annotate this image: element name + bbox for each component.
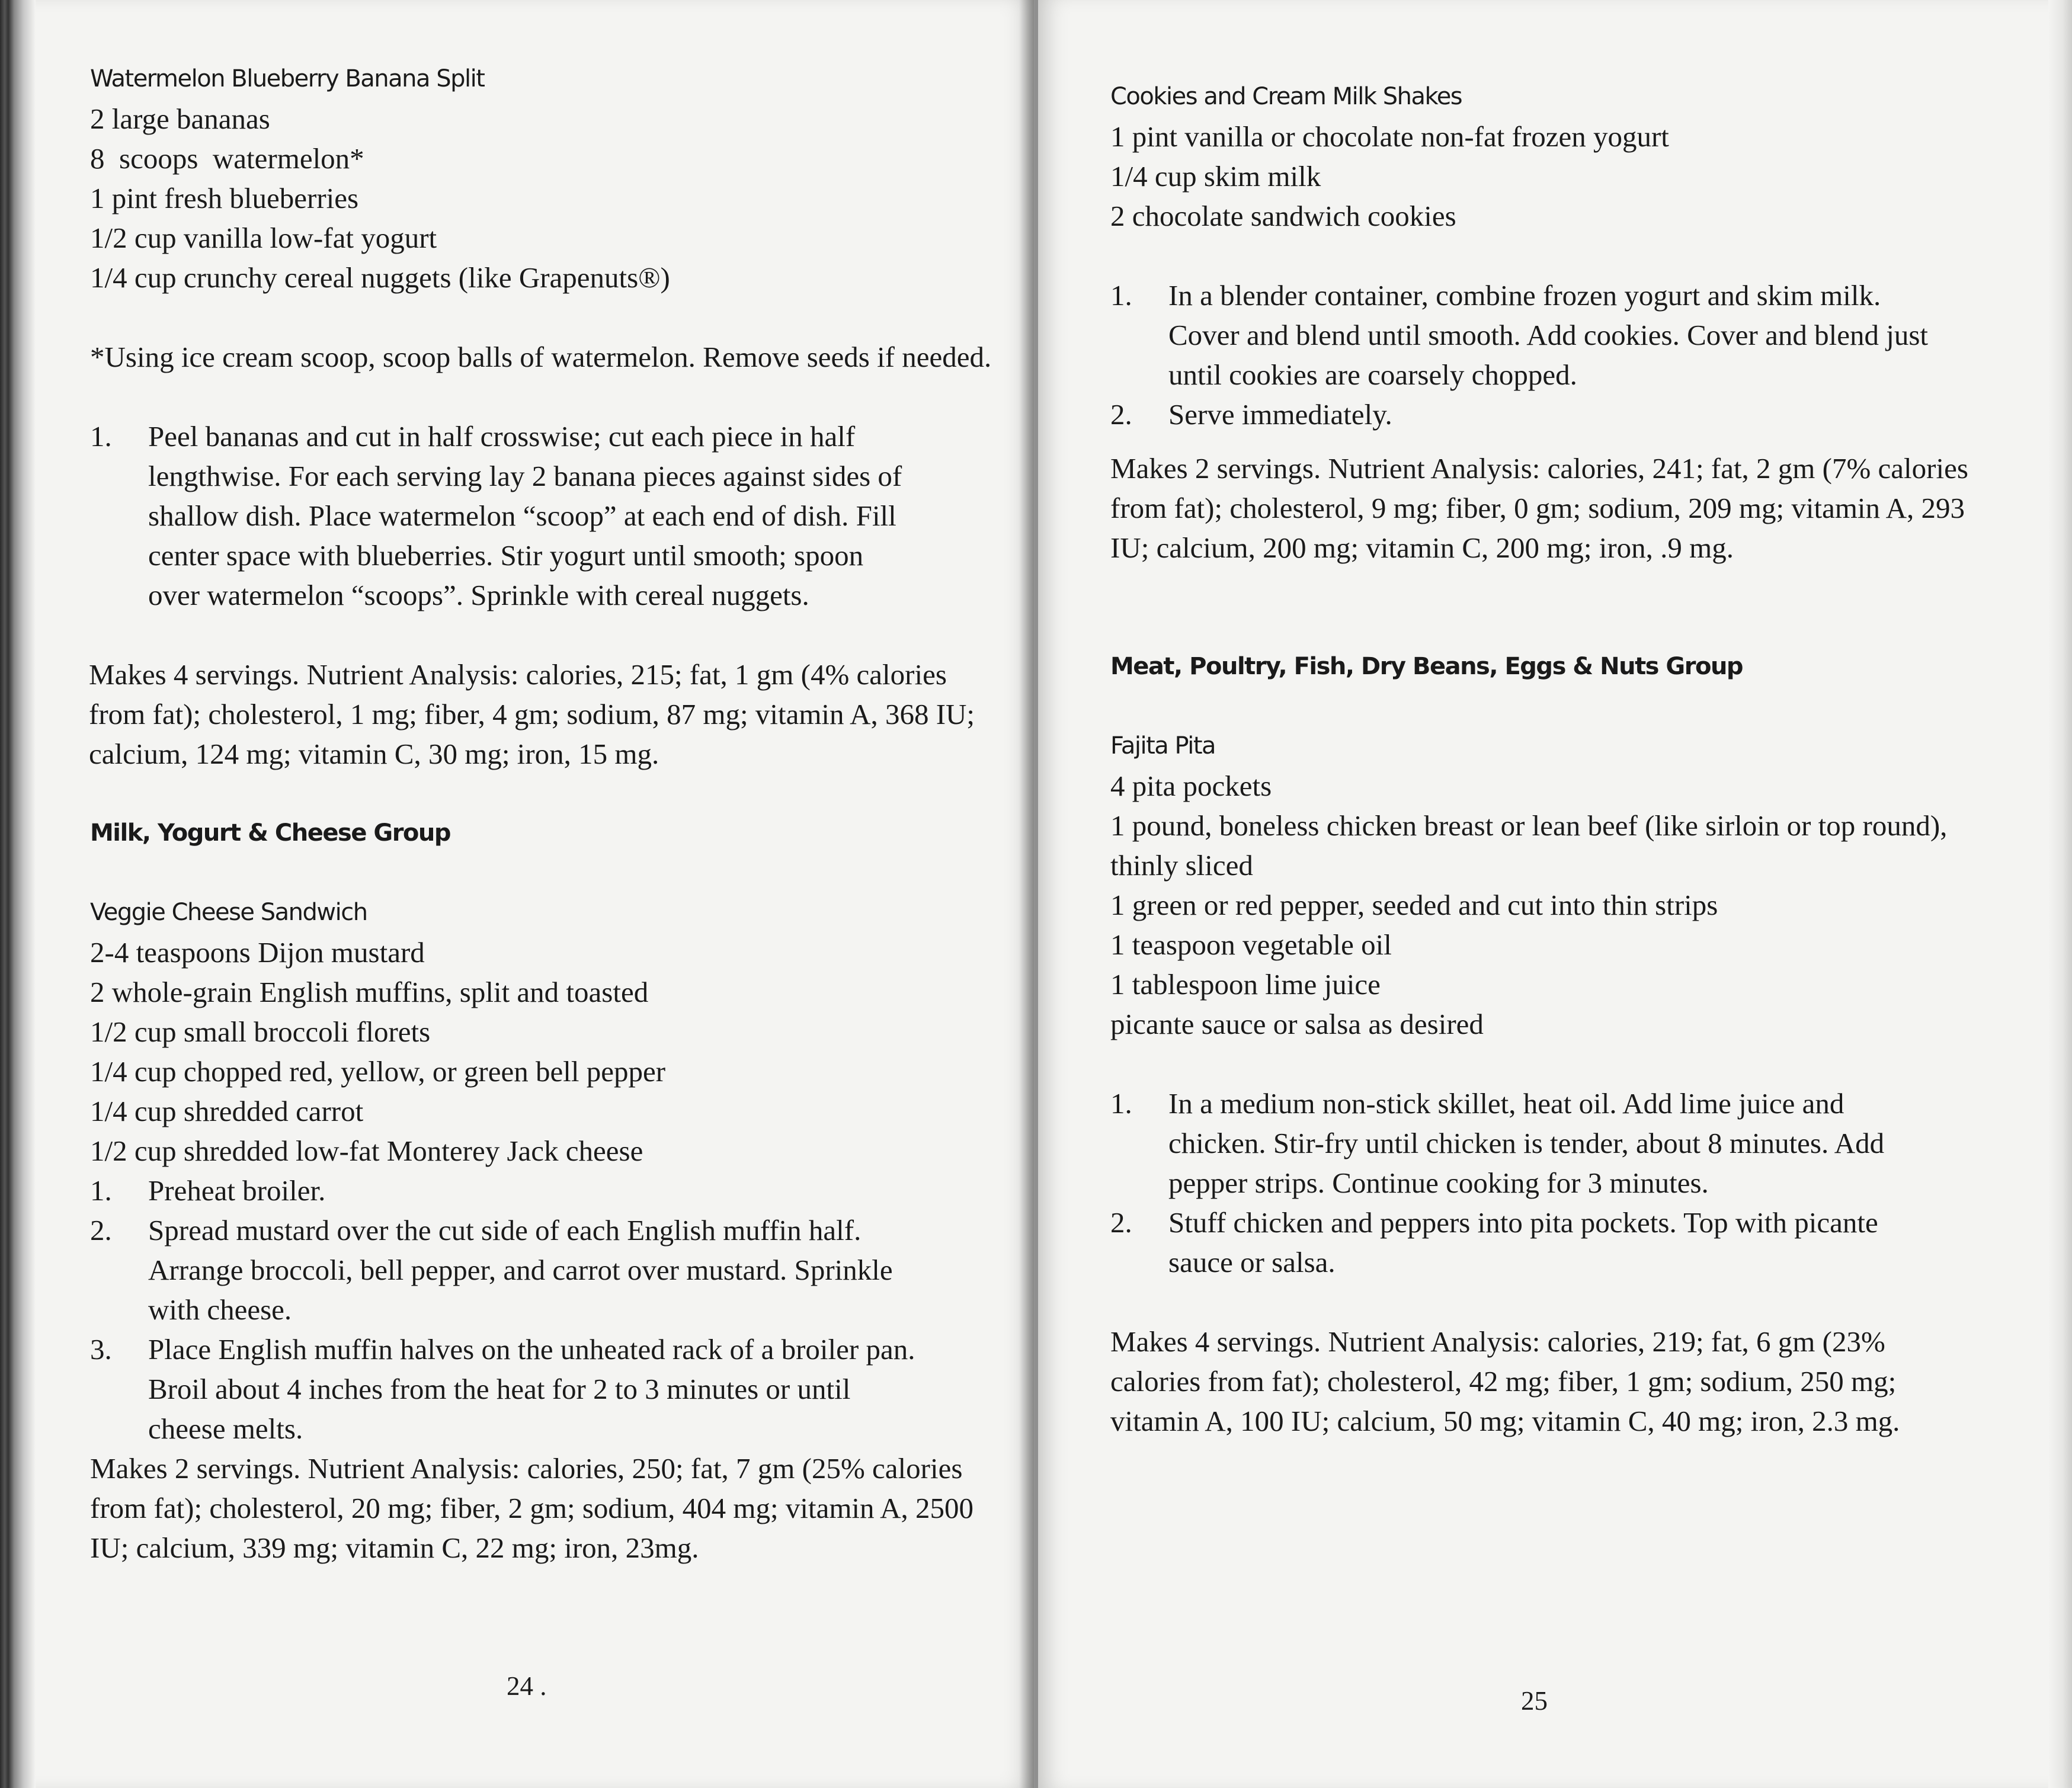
step-number: 2.: [1110, 1206, 1132, 1239]
nutrition-watermelon: Makes 4 servings. Nutrient Analysis: calories, 215; fat, 1 gm (4% calories from fat); cholesterol, 1 mg; fiber, 4 gm; sodium, 87 mg; vitamin A, 368 IU; calcium, 124 mg; vitamin C, 30 mg; iron, 15 mg.: [89, 658, 975, 770]
step-item: [90, 1210, 931, 1329]
step-number: 1.: [90, 420, 112, 453]
step-item: [1110, 275, 1934, 395]
step-item: [1110, 1084, 1934, 1203]
step-number: 1.: [1110, 1087, 1132, 1120]
recipe-title-shakes: Cookies and Cream Milk Shakes: [1110, 83, 1462, 110]
nutrition-fajita: Makes 4 servings. Nutrient Analysis: calories, 219; fat, 6 gm (23% calories from fat); cholesterol, 42 mg; fiber, 1 gm; sodium, 250 mg; vitamin A, 100 IU; calcium, 50 mg; vitamin C, 40 mg; iron, 2.3 mg.: [1110, 1325, 1900, 1437]
step-text: In a medium non-stick skillet, heat oil. Add lime juice and chicken. Stir-fry until chicken is tender, about 8 minutes. Add pepper strips. Continue cooking for 3 minutes.: [1168, 1087, 1885, 1199]
ingredient: 1/4 cup shredded carrot: [90, 1095, 364, 1127]
ingredient: 1/2 cup vanilla low-fat yogurt: [90, 222, 437, 254]
ingredient: 1 green or red pepper, seeded and cut into thin strips: [1110, 889, 1718, 921]
page-number-left: 24 .: [507, 1671, 547, 1701]
recipe-note: *Using ice cream scoop, scoop balls of watermelon. Remove seeds if needed.: [90, 341, 992, 373]
step-text: Stuff chicken and peppers into pita pockets. Top with picante sauce or salsa.: [1168, 1206, 1878, 1278]
step-text: Serve immediately.: [1168, 398, 1392, 431]
ingredient: 1 tablespoon lime juice: [1110, 968, 1381, 1001]
ingredient: 8 scoops watermelon*: [90, 142, 364, 175]
ingredient: 2-4 teaspoons Dijon mustard: [90, 936, 425, 969]
ingredient: 1 teaspoon vegetable oil: [1110, 928, 1392, 961]
right-column: [1110, 77, 2011, 1441]
recipe-title-watermelon: Watermelon Blueberry Banana Split: [90, 65, 485, 92]
step-number: 1.: [90, 1174, 112, 1207]
left-column: [90, 59, 1003, 1568]
step-text: Place English muffin halves on the unheated rack of a broiler pan. Broil about 4 inches from the heat for 2 to 3 minutes or until cheese melts.: [148, 1333, 915, 1445]
ingredient: 2 large bananas: [90, 102, 270, 135]
steps-fajita: [1110, 1084, 1934, 1282]
steps-watermelon: [90, 416, 920, 615]
recipe-title-fajita: Fajita Pita: [1110, 732, 1216, 760]
ingredient: 1/4 cup crunchy cereal nuggets (like Grapenuts®): [90, 261, 670, 294]
step-item: [90, 1329, 931, 1449]
ingredient: 4 pita pockets: [1110, 770, 1272, 802]
step-item: [90, 1171, 931, 1210]
steps-shakes: [1110, 275, 1934, 434]
step-number: 1.: [1110, 279, 1132, 312]
right-page: [1038, 0, 2072, 1788]
ingredient: 1 pint vanilla or chocolate non-fat frozen yogurt: [1110, 120, 1669, 153]
left-page: [0, 0, 1034, 1788]
steps-veggie: [90, 1171, 931, 1449]
ingredient: 1 pound, boneless chicken breast or lean beef (like sirloin or top round), thinly sliced: [1110, 809, 1948, 882]
ingredient: 2 whole-grain English muffins, split and toasted: [90, 976, 649, 1008]
step-item: [1110, 395, 1934, 434]
ingredient: 1 pint fresh blueberries: [90, 182, 359, 214]
ingredient: picante sauce or salsa as desired: [1110, 1008, 1484, 1040]
step-item: [90, 416, 920, 615]
nutrition-shakes: Makes 2 servings. Nutrient Analysis: calories, 241; fat, 2 gm (7% calories from fat); cholesterol, 9 mg; fiber, 0 gm; sodium, 209 mg; vitamin A, 293 IU; calcium, 200 mg; vitamin C, 200 mg; iron, .9 mg.: [1110, 452, 1968, 564]
step-text: Spread mustard over the cut side of each English muffin half. Arrange broccoli, bell pepper, and carrot over mustard. Sprinkle with cheese.: [148, 1214, 893, 1326]
section-title-milk: Milk, Yogurt & Cheese Group: [90, 819, 451, 847]
step-text: Preheat broiler.: [148, 1174, 326, 1207]
step-number: 2.: [90, 1214, 112, 1247]
ingredient: 1/4 cup skim milk: [1110, 160, 1321, 193]
step-text: In a blender container, combine frozen yogurt and skim milk. Cover and blend until smooth. Add cookies. Cover and blend just until cookies are coarsely chopped.: [1168, 279, 1929, 391]
page-edge: [2048, 0, 2072, 1788]
book-binding: [0, 0, 36, 1788]
ingredient: 1/4 cup chopped red, yellow, or green bell pepper: [90, 1055, 666, 1088]
ingredient: 2 chocolate sandwich cookies: [1110, 200, 1456, 232]
section-title-meat: Meat, Poultry, Fish, Dry Beans, Eggs & Nuts Group: [1110, 653, 1743, 680]
step-number: 3.: [90, 1333, 112, 1366]
ingredient: 1/2 cup small broccoli florets: [90, 1015, 431, 1048]
step-item: [1110, 1203, 1934, 1282]
step-text: Peel bananas and cut in half crosswise; cut each piece in half lengthwise. For each serving lay 2 banana pieces against sides of shallow dish. Place watermelon “scoop” at each end of dish. Fill center space with blueberries. Stir yogurt until smooth; spoon over watermelon “scoops”. Sprinkle with cereal nuggets.: [148, 420, 902, 611]
recipe-title-veggie: Veggie Cheese Sandwich: [90, 899, 367, 926]
ingredient: 1/2 cup shredded low-fat Monterey Jack cheese: [90, 1135, 643, 1167]
nutrition-veggie: Makes 2 servings. Nutrient Analysis: calories, 250; fat, 7 gm (25% calories from fat); cholesterol, 20 mg; fiber, 2 gm; sodium, 404 mg; vitamin A, 2500 IU; calcium, 339 mg; vitamin C, 22 mg; iron, 23mg.: [90, 1452, 973, 1564]
step-number: 2.: [1110, 398, 1132, 431]
page-number-right: 25: [1521, 1686, 1548, 1716]
